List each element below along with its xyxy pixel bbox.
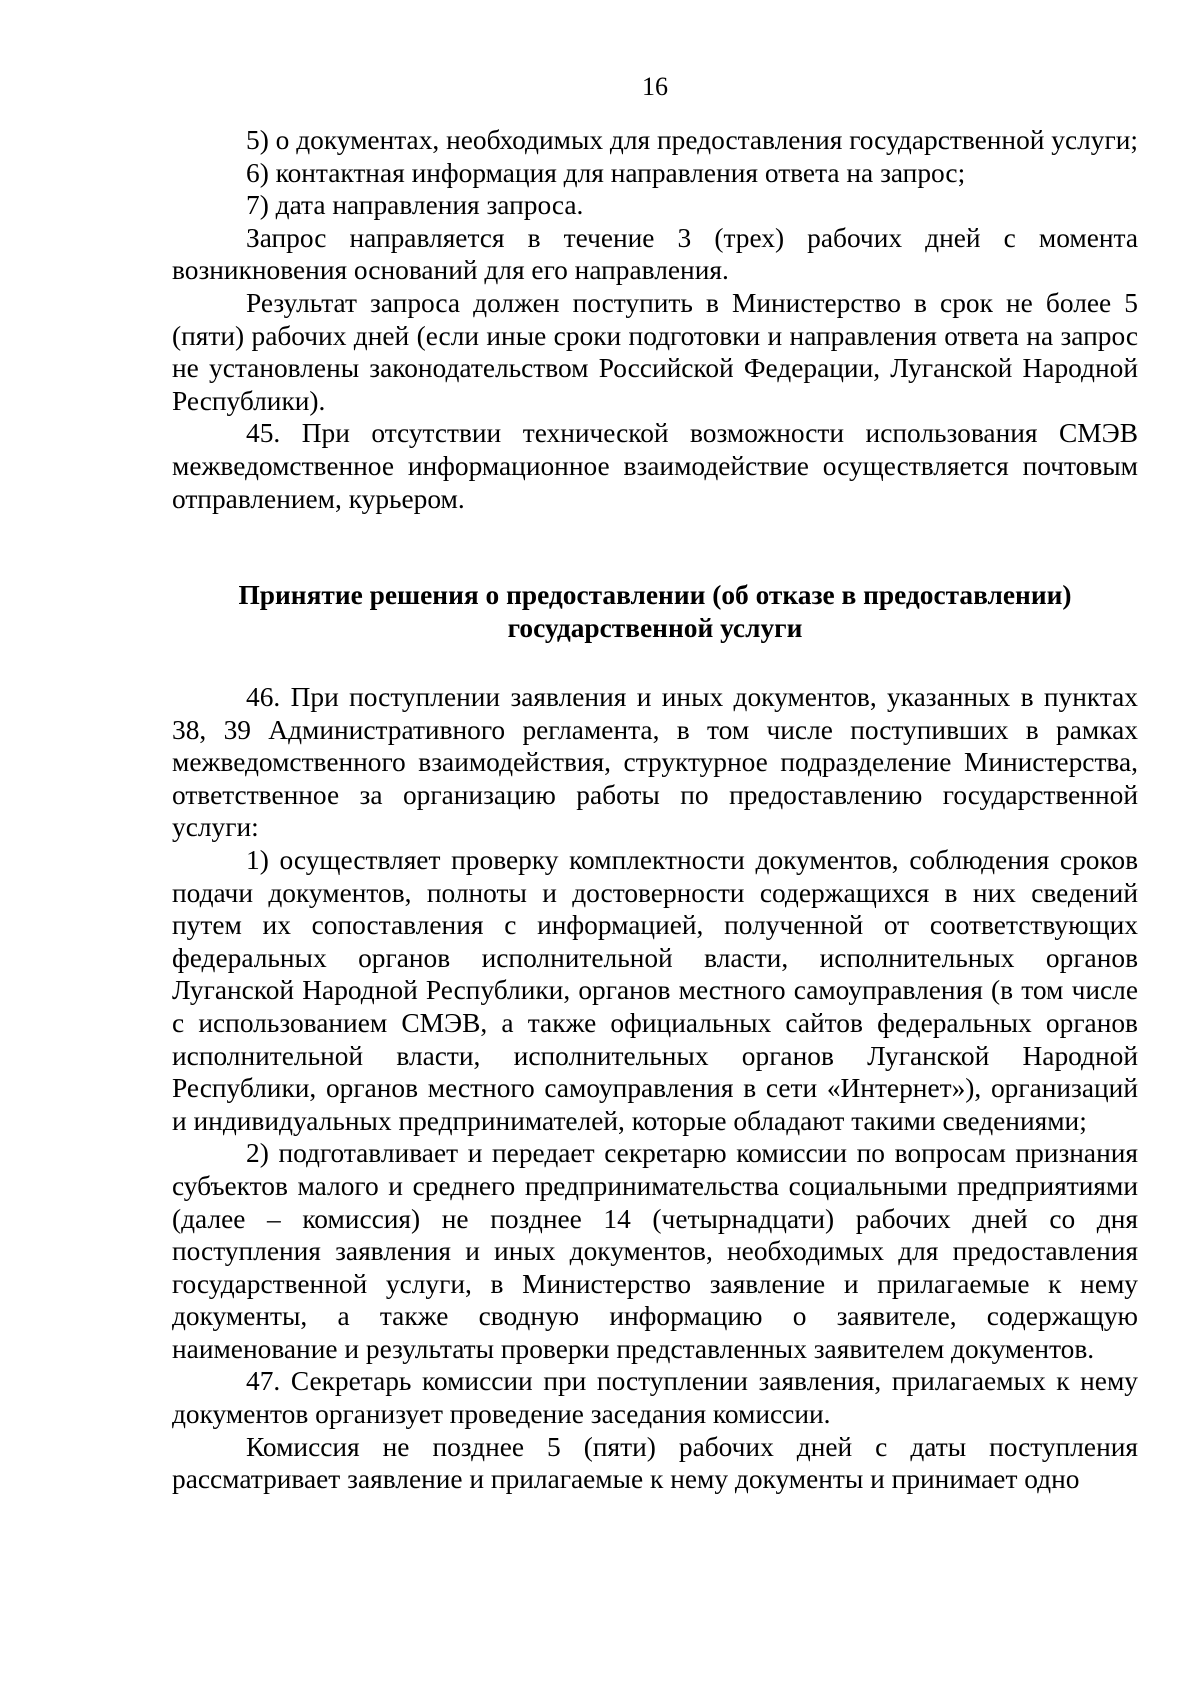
text-block-upper bbox=[172, 124, 1138, 515]
paragraph: 6) контактная информация для направления ответа на запрос; bbox=[246, 157, 966, 188]
paragraph: 46. При поступлении заявления и иных документов, указанных в пунктах 38, 39 Административного регламента, в том числе поступивших в рамках межведомственного взаимодействия, структурное подразделение Министерства, ответственное за организацию работы по предоставлению государственной услуги: bbox=[172, 682, 1138, 843]
paragraph: 2) подготавливает и передает секретарю комиссии по вопросам признания субъектов малого и среднего предпринимательства социальными предприятиями (далее – комиссия) не позднее 14 (четырнадцати) рабочих дней со дня поступления заявления и иных документов, необходимых для предоставления государственной услуги, в Министерство заявление и прилагаемые к нему документы, а также сводную информацию о заявителе, содержащую наименование и результаты проверки представленных заявителем документов. bbox=[172, 1138, 1138, 1364]
paragraph: 47. Секретарь комиссии при поступлении заявления, прилагаемых к нему документов организует проведение заседания комиссии. bbox=[172, 1366, 1138, 1430]
section-heading bbox=[172, 579, 1138, 644]
section-heading-line: Принятие решения о предоставлении (об отказе в предоставлении) bbox=[238, 580, 1072, 610]
paragraph: 5) о документах, необходимых для предоставления государственной услуги; bbox=[246, 125, 1138, 155]
text-block-lower bbox=[172, 681, 1138, 1496]
paragraph: 45. При отсутствии технической возможности использования СМЭВ межведомственное информационное взаимодействие осуществляется почтовым отправлением, курьером. bbox=[172, 418, 1138, 514]
paragraph: 1) осуществляет проверку комплектности документов, соблюдения сроков подачи документов, полноты и достоверности содержащихся в них сведений путем их сопоставления с информацией, полученной от соответствующих федеральных органов исполнительной власти, исполнительных органов Луганской Народной Республики, органов местного самоуправления (в том числе с использованием СМЭВ, а также официальных сайтов федеральных органов исполнительной власти, исполнительных органов Луганской Народной Республики, органов местного самоуправления в сети «Интернет»), организаций и индивидуальных предпринимателей, которые обладают такими сведениями; bbox=[172, 844, 1138, 1136]
paragraph: Комиссия не позднее 5 (пяти) рабочих дней с даты поступления рассматривает заявление и прилагаемые к нему документы и принимает одно bbox=[172, 1431, 1138, 1495]
page-number: 16 bbox=[642, 72, 668, 101]
paragraph: 7) дата направления запроса. bbox=[246, 190, 584, 221]
paragraph: Результат запроса должен поступить в Министерство в срок не более 5 (пяти) рабочих дней (если иные сроки подготовки и направления ответа на запрос не установлены законодательством Российской Федерации, Луганской Народной Республики). bbox=[172, 287, 1138, 416]
paragraph: Запрос направляется в течение 3 (трех) рабочих дней с момента возникновения оснований для его направления. bbox=[172, 222, 1138, 286]
section-heading-line: государственной услуги bbox=[507, 612, 803, 643]
